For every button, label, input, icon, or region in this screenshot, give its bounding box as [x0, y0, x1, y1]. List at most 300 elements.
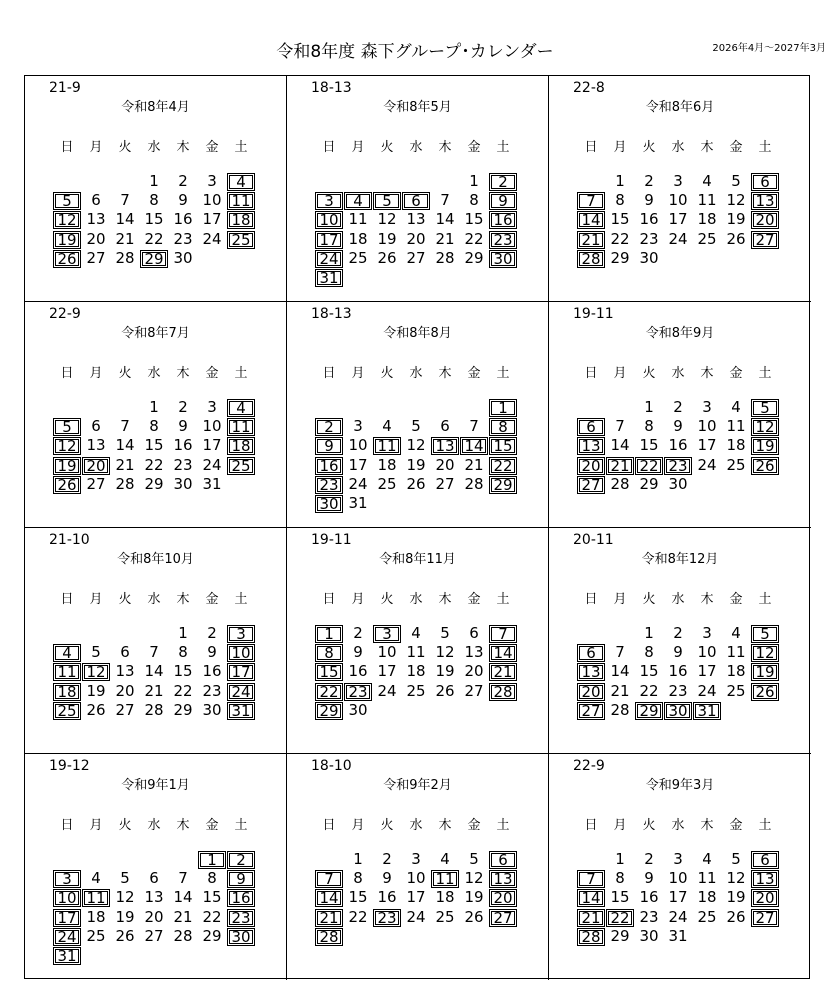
holiday-date: 2: [227, 851, 255, 869]
date: 4: [731, 398, 741, 416]
date: 19: [464, 888, 484, 907]
date: 12: [115, 888, 135, 907]
weekday-header: 月: [89, 140, 103, 155]
date: 7: [120, 191, 130, 210]
weekday-header: 日: [322, 366, 336, 381]
weekday-header: 土: [758, 592, 772, 607]
holiday-date: 4: [227, 399, 255, 417]
weekday-header: 木: [176, 140, 190, 155]
holiday-date: 27: [489, 909, 517, 927]
date: 22: [202, 907, 222, 926]
date: 1: [353, 850, 363, 868]
date: 24: [406, 907, 426, 926]
date: 7: [615, 417, 625, 436]
weekday-header: 金: [729, 140, 743, 155]
date: 3: [207, 398, 217, 416]
date: 13: [144, 888, 164, 907]
date: 16: [173, 210, 193, 229]
holiday-date: 6: [489, 851, 517, 869]
holiday-date: 22: [489, 457, 517, 475]
weekday-header: 土: [496, 140, 510, 155]
holiday-date: 21: [489, 663, 517, 681]
date: 8: [178, 643, 188, 662]
holiday-date: 9: [315, 437, 343, 455]
weekday-header: 土: [496, 818, 510, 833]
holiday-date: 5: [373, 192, 401, 210]
month-title: 令和9年1月: [121, 778, 190, 793]
month-title: 令和9年2月: [383, 778, 452, 793]
month-panel: [25, 76, 287, 302]
weekday-header: 日: [60, 818, 74, 833]
holiday-date: 20: [82, 457, 110, 475]
date: 9: [644, 191, 654, 210]
date: 7: [178, 869, 188, 888]
weekday-header: 木: [438, 366, 452, 381]
holiday-date: 11: [227, 418, 255, 436]
weekday-header: 木: [700, 818, 714, 833]
month-code: 18-13: [311, 306, 352, 322]
weekday-header: 金: [205, 140, 219, 155]
date: 17: [348, 455, 368, 474]
holiday-date: 18: [53, 683, 81, 701]
date: 23: [173, 455, 193, 474]
holiday-date: 6: [577, 644, 605, 662]
date: 7: [615, 643, 625, 662]
weekday-header: 木: [700, 140, 714, 155]
holiday-date: 25: [227, 231, 255, 249]
date: 10: [406, 869, 426, 888]
date: 28: [610, 700, 630, 719]
date: 16: [668, 662, 688, 681]
weekday-header: 木: [176, 366, 190, 381]
date: 2: [673, 624, 683, 642]
date: 16: [639, 210, 659, 229]
holiday-date: 5: [53, 418, 81, 436]
month-panel: [549, 302, 811, 528]
holiday-date: 7: [577, 192, 605, 210]
date: 28: [435, 248, 455, 267]
date: 21: [144, 681, 164, 700]
date: 16: [173, 436, 193, 455]
date: 26: [435, 681, 455, 700]
date: 1: [178, 624, 188, 642]
date: 28: [115, 248, 135, 267]
date: 1: [615, 172, 625, 190]
holiday-date: 14: [315, 889, 343, 907]
month-title: 令和8年7月: [121, 326, 190, 341]
holiday-date: 4: [227, 173, 255, 191]
holiday-date: 19: [751, 663, 779, 681]
date: 9: [673, 417, 683, 436]
weekday-header: 金: [729, 818, 743, 833]
date: 15: [610, 888, 630, 907]
month-panel: [287, 302, 549, 528]
month-code: 20-11: [573, 532, 614, 548]
date: 16: [348, 662, 368, 681]
date: 11: [726, 643, 746, 662]
date: 16: [668, 436, 688, 455]
holiday-date: 22: [635, 457, 663, 475]
holiday-date: 15: [489, 437, 517, 455]
holiday-date: 3: [315, 192, 343, 210]
date: 14: [610, 662, 630, 681]
date: 10: [202, 417, 222, 436]
date: 23: [202, 681, 222, 700]
date: 28: [464, 474, 484, 493]
date: 8: [615, 869, 625, 888]
date: 27: [115, 700, 135, 719]
holiday-date: 6: [751, 851, 779, 869]
holiday-date: 21: [577, 909, 605, 927]
month-code: 19-11: [573, 306, 614, 322]
holiday-date: 30: [489, 250, 517, 268]
date: 10: [348, 436, 368, 455]
date: 12: [726, 869, 746, 888]
holiday-date: 11: [373, 437, 401, 455]
date: 29: [464, 248, 484, 267]
date: 10: [697, 643, 717, 662]
holiday-date: 2: [489, 173, 517, 191]
date: 7: [440, 191, 450, 210]
date: 23: [639, 229, 659, 248]
date: 17: [377, 662, 397, 681]
date: 15: [202, 888, 222, 907]
month-panel: [549, 528, 811, 754]
weekday-header: 日: [584, 366, 598, 381]
holiday-date: 17: [53, 909, 81, 927]
holiday-date: 26: [53, 250, 81, 268]
date: 25: [406, 681, 426, 700]
holiday-date: 4: [344, 192, 372, 210]
weekday-header: 木: [438, 818, 452, 833]
date: 29: [173, 700, 193, 719]
weekday-header: 土: [758, 818, 772, 833]
weekday-header: 金: [205, 818, 219, 833]
month-code: 19-12: [49, 758, 90, 774]
weekday-header: 土: [234, 592, 248, 607]
holiday-date: 12: [53, 211, 81, 229]
month-code: 22-9: [49, 306, 81, 322]
holiday-date: 13: [431, 437, 459, 455]
holiday-date: 14: [577, 211, 605, 229]
date: 3: [673, 172, 683, 190]
date: 28: [115, 474, 135, 493]
date: 31: [202, 474, 222, 493]
weekday-header: 日: [322, 818, 336, 833]
weekday-header: 金: [467, 592, 481, 607]
date: 8: [615, 191, 625, 210]
holiday-date: 26: [751, 457, 779, 475]
weekday-header: 火: [642, 592, 656, 607]
weekday-header: 土: [758, 366, 772, 381]
weekday-header: 火: [118, 592, 132, 607]
date: 11: [697, 191, 717, 210]
date: 12: [435, 643, 455, 662]
date: 11: [406, 643, 426, 662]
date: 18: [726, 436, 746, 455]
date: 13: [115, 662, 135, 681]
holiday-date: 30: [227, 928, 255, 946]
date: 21: [115, 455, 135, 474]
holiday-date: 13: [751, 870, 779, 888]
weekday-header: 金: [467, 140, 481, 155]
date: 19: [86, 681, 106, 700]
month-title: 令和8年12月: [641, 552, 719, 567]
date: 15: [464, 210, 484, 229]
date: 22: [144, 455, 164, 474]
date: 5: [411, 417, 421, 436]
holiday-date: 19: [53, 231, 81, 249]
date: 9: [644, 869, 654, 888]
weekday-header: 水: [147, 366, 161, 381]
holiday-date: 14: [489, 644, 517, 662]
date: 1: [149, 398, 159, 416]
date: 6: [120, 643, 130, 662]
weekday-header: 金: [729, 592, 743, 607]
weekday-header: 月: [89, 818, 103, 833]
date: 23: [639, 907, 659, 926]
date: 6: [440, 417, 450, 436]
holiday-date: 11: [431, 870, 459, 888]
holiday-date: 3: [53, 870, 81, 888]
date: 11: [348, 210, 368, 229]
date: 1: [469, 172, 479, 190]
date: 1: [615, 850, 625, 868]
date: 22: [610, 229, 630, 248]
date: 7: [120, 417, 130, 436]
holiday-date: 20: [577, 457, 605, 475]
weekday-header: 土: [496, 366, 510, 381]
date: 9: [178, 191, 188, 210]
month-code: 18-10: [311, 758, 352, 774]
month-panel: [25, 528, 287, 754]
date: 16: [639, 888, 659, 907]
holiday-date: 22: [606, 909, 634, 927]
date: 21: [610, 681, 630, 700]
holiday-date: 1: [489, 399, 517, 417]
weekday-header: 木: [700, 366, 714, 381]
date: 5: [120, 869, 130, 888]
date: 6: [149, 869, 159, 888]
weekday-header: 木: [176, 818, 190, 833]
date: 20: [144, 907, 164, 926]
weekday-header: 火: [118, 818, 132, 833]
weekday-header: 水: [409, 592, 423, 607]
weekday-header: 土: [234, 818, 248, 833]
date: 26: [726, 229, 746, 248]
date: 4: [91, 869, 101, 888]
date: 5: [469, 850, 479, 868]
date: 22: [144, 229, 164, 248]
date: 9: [178, 417, 188, 436]
holiday-date: 17: [315, 231, 343, 249]
holiday-date: 8: [315, 644, 343, 662]
holiday-date: 12: [53, 437, 81, 455]
month-panel: [287, 754, 549, 980]
date: 13: [86, 436, 106, 455]
date: 7: [149, 643, 159, 662]
holiday-date: 31: [693, 702, 721, 720]
weekday-header: 日: [60, 592, 74, 607]
holiday-date: 14: [577, 889, 605, 907]
weekday-header: 日: [584, 592, 598, 607]
holiday-date: 12: [82, 663, 110, 681]
date: 7: [469, 417, 479, 436]
month-code: 19-11: [311, 532, 352, 548]
holiday-date: 19: [53, 457, 81, 475]
date: 18: [348, 229, 368, 248]
weekday-header: 火: [118, 366, 132, 381]
date: 18: [377, 455, 397, 474]
date: 30: [639, 926, 659, 945]
date: 12: [406, 436, 426, 455]
holiday-date: 29: [140, 250, 168, 268]
date: 13: [406, 210, 426, 229]
holiday-date: 16: [315, 457, 343, 475]
date: 21: [464, 455, 484, 474]
holiday-date: 28: [577, 928, 605, 946]
date: 15: [639, 662, 659, 681]
date: 1: [149, 172, 159, 190]
holiday-date: 6: [751, 173, 779, 191]
date: 8: [149, 417, 159, 436]
date: 2: [644, 850, 654, 868]
holiday-date: 27: [577, 702, 605, 720]
holiday-date: 31: [227, 702, 255, 720]
month-title: 令和9年3月: [645, 778, 715, 793]
date: 20: [406, 229, 426, 248]
holiday-date: 1: [198, 851, 226, 869]
date: 25: [726, 681, 746, 700]
date: 21: [435, 229, 455, 248]
month-code: 22-8: [573, 80, 605, 96]
holiday-date: 27: [751, 231, 779, 249]
holiday-date: 4: [53, 644, 81, 662]
date: 30: [202, 700, 222, 719]
holiday-date: 11: [53, 663, 81, 681]
weekday-header: 月: [613, 140, 627, 155]
date: 22: [173, 681, 193, 700]
holiday-date: 17: [227, 663, 255, 681]
date: 3: [702, 398, 712, 416]
holiday-date: 23: [344, 683, 372, 701]
weekday-header: 土: [234, 140, 248, 155]
holiday-date: 18: [227, 437, 255, 455]
date: 16: [202, 662, 222, 681]
holiday-date: 12: [751, 644, 779, 662]
weekday-header: 水: [409, 140, 423, 155]
date: 21: [173, 907, 193, 926]
date: 17: [406, 888, 426, 907]
date: 12: [726, 191, 746, 210]
date: 24: [668, 229, 688, 248]
weekday-header: 日: [584, 140, 598, 155]
holiday-date: 25: [53, 702, 81, 720]
date: 3: [411, 850, 421, 868]
date: 12: [464, 869, 484, 888]
weekday-header: 月: [351, 818, 365, 833]
weekday-header: 火: [380, 818, 394, 833]
date: 4: [702, 172, 712, 190]
holiday-date: 23: [373, 909, 401, 927]
date: 15: [144, 436, 164, 455]
date: 14: [610, 436, 630, 455]
month-code: 22-9: [573, 758, 605, 774]
date: 26: [86, 700, 106, 719]
date: 29: [610, 248, 630, 267]
date: 4: [731, 624, 741, 642]
weekday-header: 日: [60, 366, 74, 381]
weekday-header: 金: [205, 366, 219, 381]
date: 19: [726, 210, 746, 229]
month-code: 21-10: [49, 532, 90, 548]
date: 10: [697, 417, 717, 436]
date: 27: [86, 248, 106, 267]
date: 19: [406, 455, 426, 474]
holiday-date: 10: [315, 211, 343, 229]
date: 27: [435, 474, 455, 493]
weekday-header: 木: [176, 592, 190, 607]
holiday-date: 13: [577, 437, 605, 455]
holiday-date: 5: [751, 399, 779, 417]
holiday-date: 28: [315, 928, 343, 946]
weekday-header: 水: [671, 592, 685, 607]
weekday-header: 金: [467, 818, 481, 833]
date: 26: [464, 907, 484, 926]
weekday-header: 火: [118, 140, 132, 155]
date: 20: [464, 662, 484, 681]
holiday-date: 28: [577, 250, 605, 268]
date: 6: [91, 191, 101, 210]
weekday-header: 金: [729, 366, 743, 381]
weekday-header: 火: [380, 140, 394, 155]
date: 8: [149, 191, 159, 210]
date: 24: [668, 907, 688, 926]
holiday-date: 26: [53, 476, 81, 494]
date: 14: [115, 210, 135, 229]
holiday-date: 23: [227, 909, 255, 927]
holiday-date: 31: [315, 269, 343, 287]
holiday-date: 30: [315, 495, 343, 513]
date: 20: [86, 229, 106, 248]
date: 30: [173, 248, 193, 267]
date: 1: [644, 398, 654, 416]
holiday-date: 11: [227, 192, 255, 210]
date: 15: [348, 888, 368, 907]
holiday-date: 22: [315, 683, 343, 701]
holiday-date: 24: [315, 250, 343, 268]
month-title: 令和8年9月: [645, 326, 715, 341]
date: 30: [173, 474, 193, 493]
date: 3: [673, 850, 683, 868]
holiday-date: 23: [664, 457, 692, 475]
date: 25: [86, 926, 106, 945]
date: 14: [144, 662, 164, 681]
month-title: 令和8年11月: [379, 552, 456, 567]
holiday-date: 15: [315, 663, 343, 681]
date: 10: [668, 869, 688, 888]
holiday-date: 20: [751, 211, 779, 229]
month-panel: [549, 76, 811, 302]
holiday-date: 25: [227, 457, 255, 475]
date: 27: [144, 926, 164, 945]
date: 30: [348, 700, 368, 719]
date: 27: [406, 248, 426, 267]
weekday-header: 日: [322, 140, 336, 155]
date: 29: [639, 474, 659, 493]
weekday-header: 日: [60, 140, 74, 155]
month-title: 令和8年8月: [383, 326, 452, 341]
